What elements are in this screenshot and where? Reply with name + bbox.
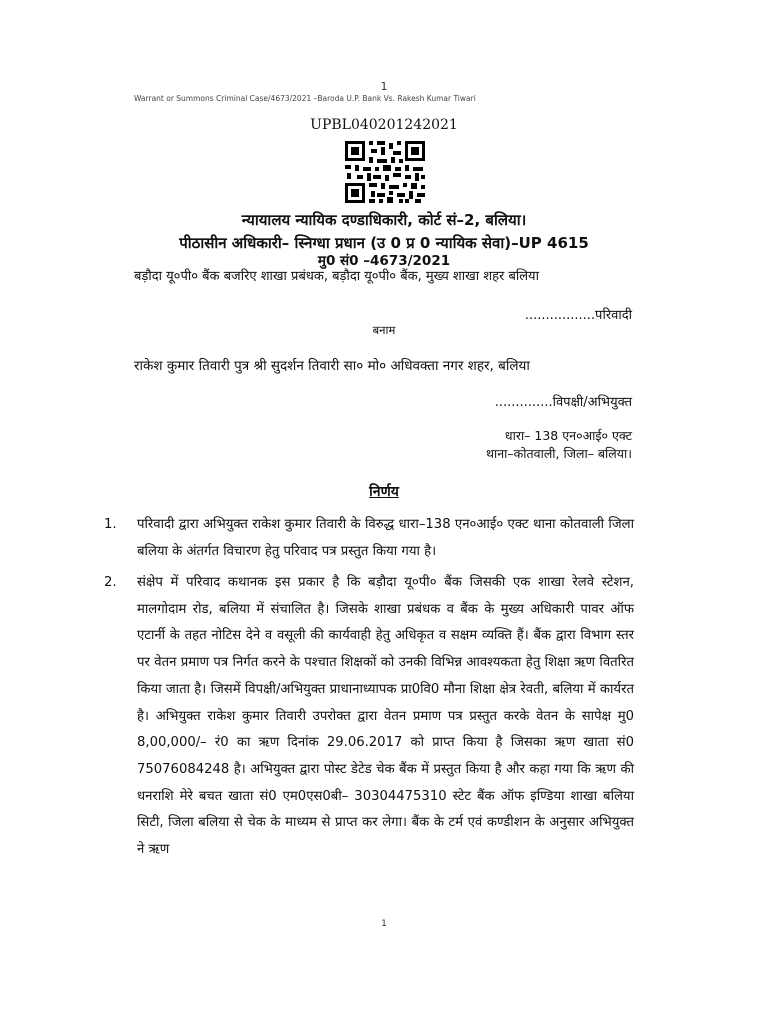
accused-name: राकेश कुमार तिवारी पुत्र श्री सुदर्शन तिवारी सा० मो० अधिवक्ता नगर शहर, बलिया	[134, 358, 530, 374]
qr-code-icon	[343, 139, 427, 205]
complainant-name: बड़ौदा यू०पी० बैंक बजरिए शाखा प्रबंधक, बड़ौदा यू०पी० बैंक, मुख्य शाखा शहर बलिया	[134, 269, 539, 284]
versus-label: बनाम	[372, 323, 396, 337]
case-code: UPBL040201242021	[310, 117, 458, 133]
paragraph-text: संक्षेप में परिवाद कथानक इस प्रकार है कि बड़ौदा यू०पी० बैंक जिसकी एक शाखा रेलवे स्टेशन, मालगोदाम रोड, बलिया में संचालित है। जिसके शाखा प्रबंधक व बैंक के मुख्य अधिकारी पावर ऑफ एटार्नी के तहत नोटिस देने व वसूली की कार्यवाही हेतु अधिकृत व सक्षम व्यक्ति हैं। बैंक द्वारा विभाग स्तर पर वेतन प्रमाण पत्र निर्गत करने के पश्चात शिक्षकों को उनकी विभिन्न आवश्यकता हेतु शिक्षा ऋण वितरित किया जाता है। जिसमें विपक्षी/अभियुक्त प्राधानाध्यापक प्रा0वि0 मौना शिक्षा क्षेत्र रेवती, बलिया में कार्यरत है। अभियुक्त राकेश कुमार तिवारी उपरोक्त द्वारा वेतन प्रमाण पत्र प्रस्तुत करके वेतन के सापेक्ष मु0 8,00,000/– रं0 का ऋण दिनांक 29.06.2017 को प्राप्त किया है जिसका ऋण खाता सं0 75076084248 है। अभियुक्त द्वारा पोस्ट डेटेड चेक बैंक में प्रस्तुत किया है और कहा गया कि ऋण की धनराशि मेरे बचत खाता सं0 एम0एस0बी– 30304475310 स्टेट बैंक ऑफ इण्डिया शाखा बलिया सिटी, जिला बलिया से चेक के माध्यम से प्राप्त कर लेगा। बैंक के टर्म एवं कण्डीशन के अनुसार अभियुक्त ने ऋण	[137, 575, 634, 858]
presiding-officer: पीठासीन अधिकारी– स्निग्धा प्रधान (उ 0 प्र 0 न्यायिक सेवा)–UP 4615	[179, 234, 589, 252]
paragraph-number: 2.	[104, 575, 117, 590]
section-info: धारा– 138 एन०आई० एक्ट	[504, 428, 632, 443]
paragraph-2	[104, 570, 634, 864]
complainant-role: .................परिवादी	[524, 308, 632, 323]
footer-page-number: 1	[381, 919, 387, 929]
paragraph-1	[104, 512, 634, 565]
judgment-title: निर्णय	[369, 484, 399, 500]
running-header: Warrant or Summons Criminal Case/4673/2021 –Baroda U.P. Bank Vs. Rakesh Kumar Tiwari	[134, 94, 476, 103]
case-number: मु0 सं0 –4673/2021	[317, 253, 451, 269]
court-name: न्यायालय न्यायिक दण्डाधिकारी, कोर्ट सं–2, बलिया।	[241, 211, 527, 229]
police-station-info: थाना–कोतवाली, जिला– बलिया।	[486, 446, 632, 461]
paragraph-number: 1.	[104, 517, 117, 532]
paragraph-text: परिवादी द्वारा अभियुक्त राकेश कुमार तिवारी के विरुद्ध धारा–138 एन०आई० एक्ट थाना कोतवाली जिला बलिया के अंतर्गत विचारण हेतु परिवाद पत्र प्रस्तुत किया गया है।	[137, 517, 634, 559]
top-page-number: 1	[380, 80, 388, 93]
accused-role: ..............विपक्षी/अभियुक्त	[494, 395, 632, 410]
